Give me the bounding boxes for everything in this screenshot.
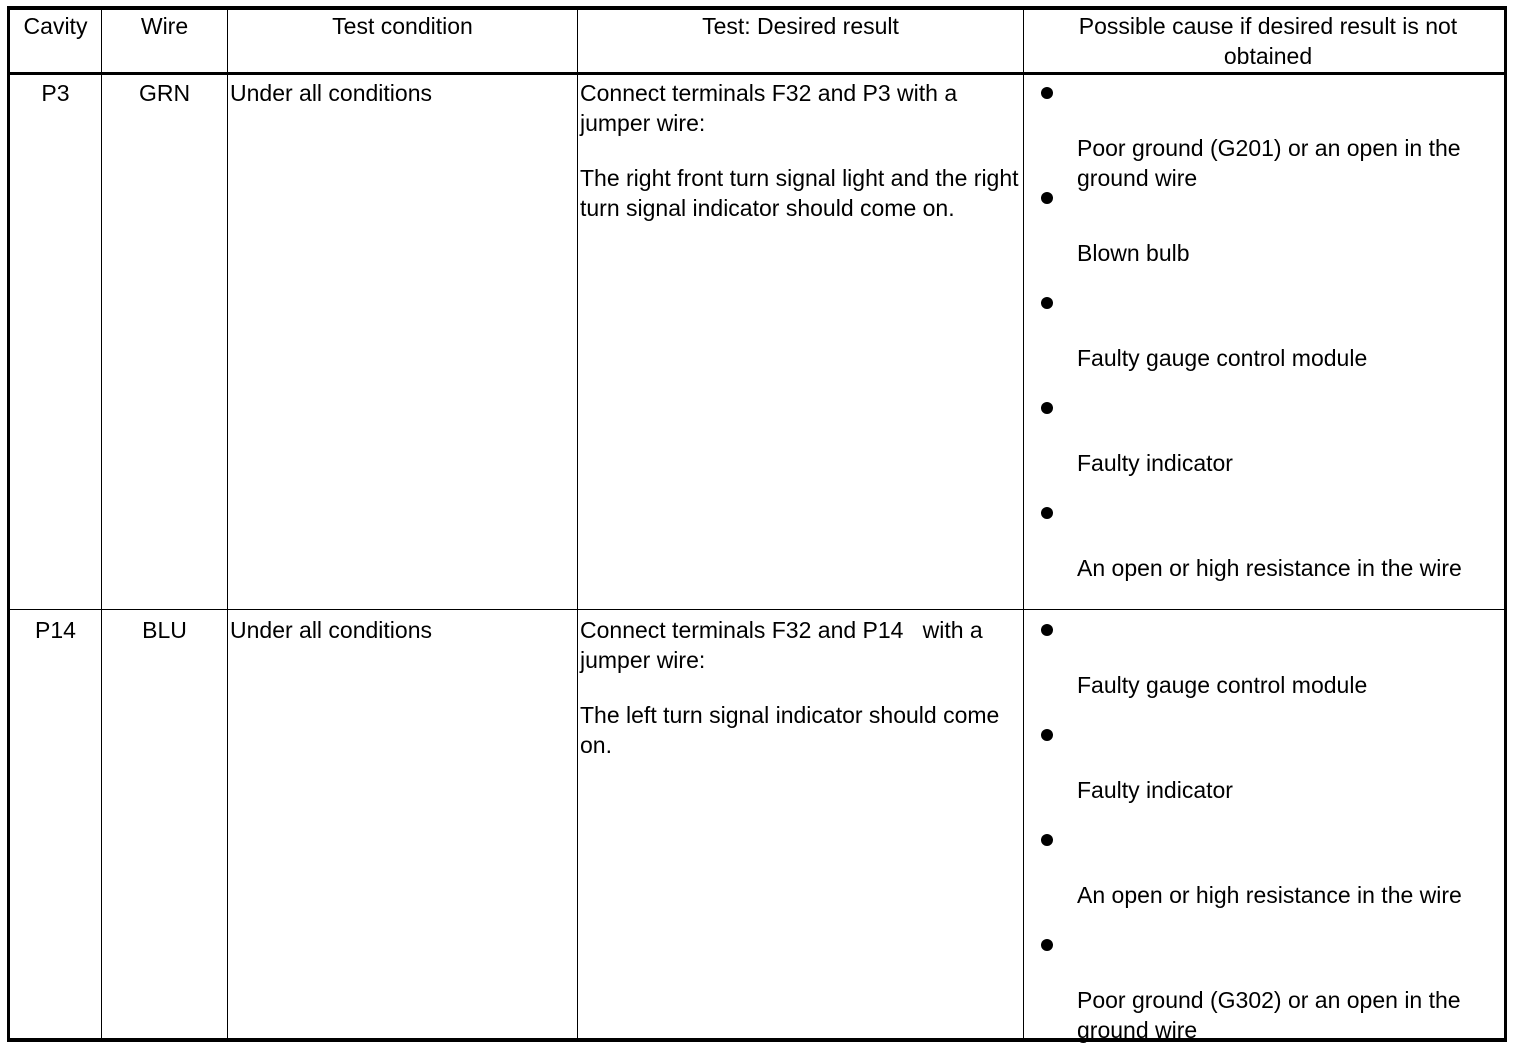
- bullet-icon: [1041, 402, 1053, 414]
- column-divider: [577, 10, 578, 1038]
- list-item: [1036, 78, 1506, 191]
- result-expectation: The left turn signal indicator should come on.: [580, 702, 1000, 758]
- possible-cause-list: [1036, 78, 1506, 603]
- cause-text: An open or high resistance in the wire: [1077, 555, 1462, 581]
- list-item: [1036, 825, 1506, 930]
- cavity-cell: P3: [41, 80, 70, 106]
- bullet-icon: [1041, 297, 1053, 309]
- bullet-icon: [1041, 729, 1053, 741]
- list-item: [1036, 720, 1506, 825]
- cause-text: Faulty gauge control module: [1077, 672, 1368, 698]
- list-item: [1036, 183, 1506, 288]
- header-test-condition: Test condition: [332, 13, 473, 39]
- result-instruction: Connect terminals F32 and P14 with a jumper wire:: [580, 617, 990, 673]
- bullet-icon: [1041, 87, 1053, 99]
- bullet-icon: [1041, 939, 1053, 951]
- list-item: [1036, 615, 1506, 720]
- test-condition-cell: Under all conditions: [230, 617, 433, 643]
- bullet-icon: [1041, 507, 1053, 519]
- bullet-icon: [1041, 624, 1053, 636]
- result-expectation: The right front turn signal light and the right turn signal indicator should come on.: [580, 165, 1019, 221]
- bullet-icon: [1041, 192, 1053, 204]
- list-item: [1036, 498, 1506, 603]
- list-item: [1036, 288, 1506, 393]
- list-item: [1036, 930, 1506, 1043]
- desired-result-cell: [580, 78, 1020, 223]
- cause-text: Blown bulb: [1077, 240, 1190, 266]
- desired-result-cell: [580, 615, 1020, 760]
- cavity-cell: P14: [35, 617, 76, 643]
- wire-cell: GRN: [138, 80, 191, 106]
- cause-text: Faulty indicator: [1077, 777, 1233, 803]
- header-wire: Wire: [140, 13, 189, 39]
- cause-text: Faulty indicator: [1077, 450, 1233, 476]
- header-divider: [10, 72, 1504, 75]
- cause-text: Poor ground (G302) or an open in the ground wire: [1077, 987, 1461, 1043]
- bullet-icon: [1041, 834, 1053, 846]
- wire-cell: BLU: [142, 617, 187, 643]
- header-possible-cause: Possible cause if desired result is not obtained: [1078, 13, 1458, 69]
- cause-text: Poor ground (G201) or an open in the ground wire: [1077, 135, 1461, 191]
- test-condition-cell: Under all conditions: [230, 80, 433, 106]
- cause-text: An open or high resistance in the wire: [1077, 882, 1462, 908]
- header-desired-result: Test: Desired result: [702, 13, 899, 39]
- diagnostic-table: [7, 6, 1507, 1042]
- column-divider: [101, 10, 102, 1038]
- result-instruction: Connect terminals F32 and P3 with a jumper wire:: [580, 80, 958, 136]
- header-cavity: Cavity: [23, 13, 88, 39]
- row-divider: [10, 609, 1504, 610]
- list-item: [1036, 393, 1506, 498]
- column-divider: [1023, 10, 1024, 1038]
- cause-text: Faulty gauge control module: [1077, 345, 1368, 371]
- column-divider: [227, 10, 228, 1038]
- possible-cause-list: [1036, 615, 1506, 1043]
